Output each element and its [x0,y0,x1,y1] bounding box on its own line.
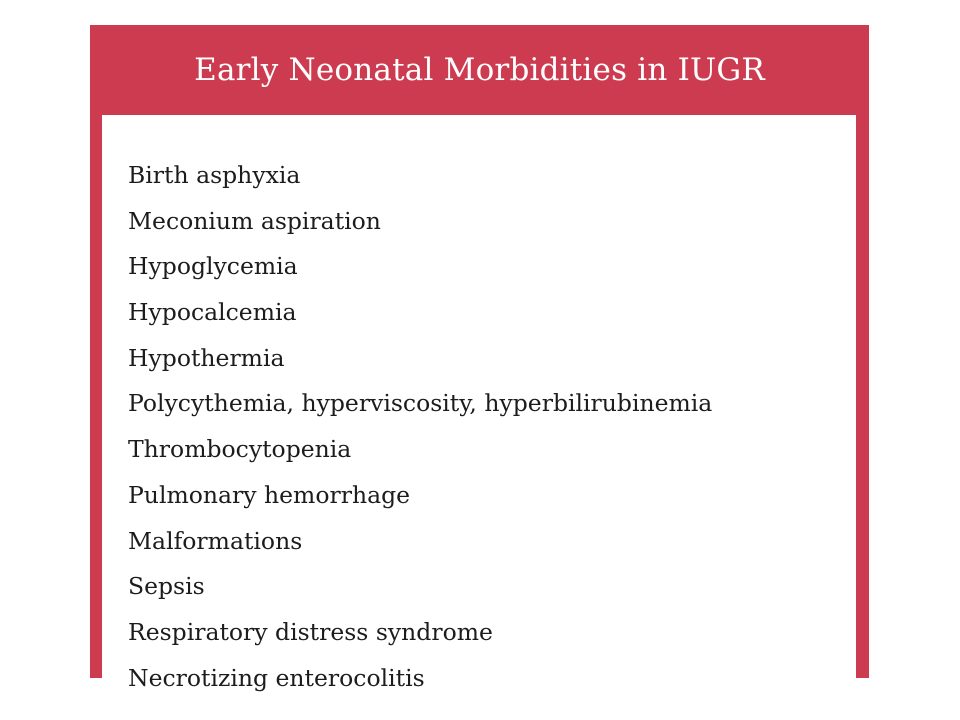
table-frame [90,25,869,692]
table-title: Early Neonatal Morbidities in IUGR [194,52,765,88]
table-body [102,115,856,692]
list-item: Meconium aspiration [128,206,381,235]
list-item: Hypocalcemia [128,298,297,327]
list-item: Polycythemia, hyperviscosity, hyperbilirubinemia [128,389,713,418]
list-item: Birth asphyxia [128,161,301,189]
list-item: Malformations [128,526,303,555]
list-item: Hypoglycemia [128,252,298,281]
list-item: Pulmonary hemorrhage [128,480,411,509]
list-item: Hypothermia [128,343,285,372]
list-item: Sepsis [128,572,205,601]
morbidity-list [128,153,712,701]
list-item: Respiratory distress syndrome [128,617,493,646]
list-item: Necrotizing enterocolitis [128,663,425,692]
list-item: Thrombocytopenia [128,435,352,464]
